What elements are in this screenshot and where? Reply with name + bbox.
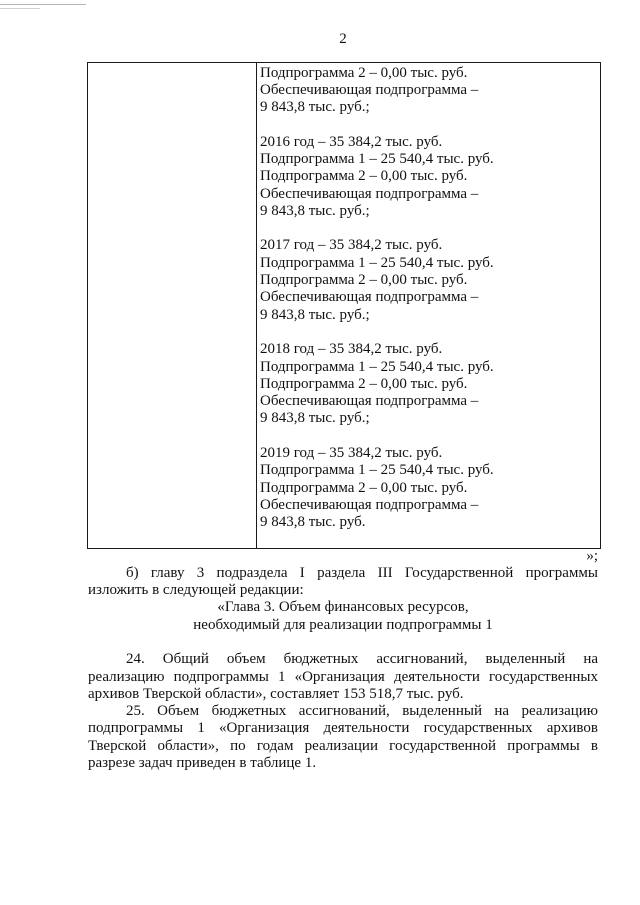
support-subprogram-line: Обеспечивающая подпрограмма – <box>260 289 479 306</box>
paragraph-line: архивов Тверской области», составляет 153 518,7 тыс. руб. <box>88 685 464 702</box>
support-subprogram-line: Обеспечивающая подпрограмма – <box>260 185 479 202</box>
subprogram-1-line: Подпрограмма 1 – 25 540,4 тыс. руб. <box>260 150 494 167</box>
subprogram-2-line: Подпрограмма 2 – 0,00 тыс. руб. <box>260 168 468 185</box>
support-amount-line: 9 843,8 тыс. руб.; <box>260 306 370 323</box>
paragraph-line: подпрограммы 1 «Организация деятельности государственных архивов <box>88 720 598 737</box>
paragraph-24 <box>88 651 598 703</box>
support-amount-line: 9 843,8 тыс. руб. <box>260 514 366 531</box>
year-total-line: 2017 год – 35 384,2 тыс. руб. <box>260 237 443 254</box>
year-group-2018 <box>260 341 600 427</box>
blank-line <box>88 634 598 651</box>
support-amount-line: 9 843,8 тыс. руб.; <box>260 410 370 427</box>
support-amount-line: 9 843,8 тыс. руб.; <box>260 99 370 116</box>
subprogram-1-line: Подпрограмма 1 – 25 540,4 тыс. руб. <box>260 254 494 271</box>
subprogram-1-line: Подпрограмма 1 – 25 540,4 тыс. руб. <box>260 462 494 479</box>
body-text <box>88 548 598 773</box>
year-group-2016 <box>260 134 600 220</box>
support-subprogram-line: Обеспечивающая подпрограмма – <box>260 393 479 410</box>
heading-line: необходимый для реализации подпрограммы 1 <box>193 616 493 633</box>
subprogram-2-line: Подпрограмма 2 – 0,00 тыс. руб. <box>260 64 468 81</box>
funding-table <box>87 62 601 549</box>
paragraph-25 <box>88 703 598 772</box>
heading-line: «Глава 3. Объем финансовых ресурсов, <box>217 599 469 616</box>
year-group-2019 <box>260 445 600 531</box>
closing-quote: »; <box>586 547 598 564</box>
scan-artifact <box>0 4 86 5</box>
subprogram-2-line: Подпрограмма 2 – 0,00 тыс. руб. <box>260 272 468 289</box>
paragraph-line: разрезе задач приведен в таблице 1. <box>88 755 317 772</box>
paragraph-line: 25. Объем бюджетных ассигнований, выделенный на реализацию <box>126 703 598 720</box>
table-cell-left <box>88 63 257 548</box>
paragraph-line: Тверской области», по годам реализации государственной программы в <box>88 737 598 754</box>
year-total-line: 2016 год – 35 384,2 тыс. руб. <box>260 133 443 150</box>
support-subprogram-line: Обеспечивающая подпрограмма – <box>260 81 479 98</box>
intro-group <box>260 65 600 117</box>
paragraph-line: б) главу 3 подраздела I раздела III Государственной программы <box>126 564 598 581</box>
subprogram-2-line: Подпрограмма 2 – 0,00 тыс. руб. <box>260 375 468 392</box>
paragraph-line: реализацию подпрограммы 1 «Организация деятельности государственных <box>88 668 598 685</box>
chapter-heading <box>88 599 598 634</box>
year-total-line: 2019 год – 35 384,2 тыс. руб. <box>260 445 443 462</box>
page-number: 2 <box>339 31 347 47</box>
year-total-line: 2018 год – 35 384,2 тыс. руб. <box>260 341 443 358</box>
subprogram-1-line: Подпрограмма 1 – 25 540,4 тыс. руб. <box>260 358 494 375</box>
paragraph-line: 24. Общий объем бюджетных ассигнований, выделенный на <box>126 651 598 668</box>
table-cell-right <box>257 63 600 548</box>
paragraph-line: изложить в следующей редакции: <box>88 582 304 599</box>
paragraph-b <box>88 565 598 600</box>
subprogram-2-line: Подпрограмма 2 – 0,00 тыс. руб. <box>260 479 468 496</box>
year-group-2017 <box>260 237 600 323</box>
scan-artifact <box>0 8 40 9</box>
support-subprogram-line: Обеспечивающая подпрограмма – <box>260 496 479 513</box>
support-amount-line: 9 843,8 тыс. руб.; <box>260 202 370 219</box>
